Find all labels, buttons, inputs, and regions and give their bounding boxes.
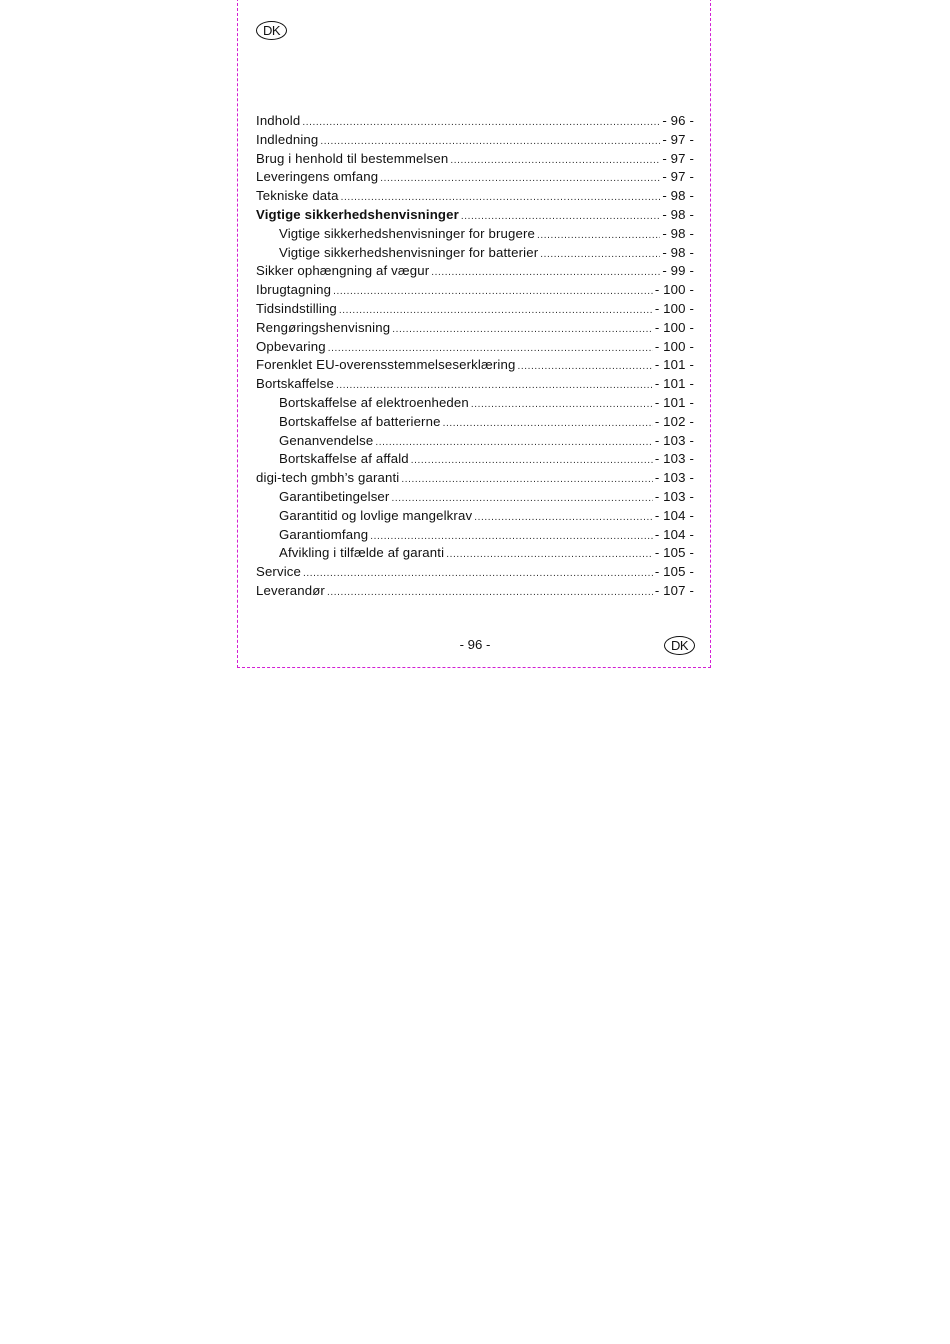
toc-entry[interactable] xyxy=(256,413,694,432)
toc-dot-leader xyxy=(471,396,653,415)
toc-entry-title: Garantibetingelser xyxy=(279,488,390,504)
toc-entry[interactable] xyxy=(256,244,694,263)
toc-entry[interactable] xyxy=(256,300,694,319)
toc-entry-title: Vigtige sikkerhedshenvisninger xyxy=(256,206,459,222)
toc-entry[interactable] xyxy=(256,375,694,394)
toc-entry[interactable] xyxy=(256,544,694,563)
toc-entry[interactable] xyxy=(256,507,694,526)
language-badge-bottom: DK xyxy=(664,636,695,655)
toc-entry-page: - 96 - xyxy=(662,113,694,128)
toc-entry-title: Indledning xyxy=(256,131,319,147)
toc-entry-page: - 101 - xyxy=(654,394,694,410)
toc-entry[interactable] xyxy=(256,225,694,244)
toc-entry-page: - 100 - xyxy=(654,319,694,335)
toc-entry[interactable] xyxy=(256,526,694,545)
toc-entry-page: - 103 - xyxy=(654,488,694,504)
toc-entry[interactable] xyxy=(256,262,694,281)
toc-dot-leader xyxy=(540,246,660,265)
toc-entry[interactable] xyxy=(256,281,694,300)
toc-dot-leader xyxy=(375,434,652,453)
toc-entry-title: Service xyxy=(256,564,302,580)
toc-entry[interactable] xyxy=(256,582,694,601)
toc-entry[interactable] xyxy=(256,432,694,451)
toc-entry-page: - 98 - xyxy=(662,188,694,204)
toc-dot-leader xyxy=(333,283,653,302)
toc-entry-title: Forenklet EU-overensstemmelseserklæring xyxy=(256,357,516,373)
toc-entry-title: Vigtige sikkerhedshenvisninger for brugere xyxy=(279,225,536,241)
toc-dot-leader xyxy=(411,452,653,471)
toc-entry-page: - 100 - xyxy=(654,338,694,354)
toc-entry-page: - 105 - xyxy=(654,564,694,580)
toc-entry-title: Tekniske data xyxy=(256,188,339,204)
toc-dot-leader xyxy=(443,415,653,434)
toc-entry-page: - 98 - xyxy=(662,244,694,260)
toc-entry-page: - 103 - xyxy=(654,470,694,486)
toc-entry[interactable] xyxy=(256,450,694,469)
toc-dot-leader xyxy=(446,546,653,565)
toc-entry-title: Brug i henhold til bestemmelsen xyxy=(256,150,449,166)
toc-dot-leader xyxy=(537,227,660,246)
toc-entry[interactable] xyxy=(256,488,694,507)
toc-entry-title: Bortskaffelse af affald xyxy=(279,451,409,467)
toc-dot-leader xyxy=(474,509,653,528)
toc-entry-title: Garantitid og lovlige mangelkrav xyxy=(279,507,473,523)
toc-entry-title: Bortskaffelse af batterierne xyxy=(279,413,441,429)
toc-dot-leader xyxy=(517,358,652,377)
toc-entry-page: - 100 - xyxy=(654,282,694,298)
toc-entry-title: Afvikling i tilfælde af garanti xyxy=(279,545,445,561)
toc-entry-page: - 97 - xyxy=(662,150,694,166)
page-number: - 96 - xyxy=(459,637,491,652)
toc-entry[interactable] xyxy=(256,469,694,488)
toc-entry-page: - 104 - xyxy=(654,526,694,542)
toc-entry-title: digi-tech gmbh’s garanti xyxy=(256,470,400,486)
table-of-contents xyxy=(256,112,694,601)
toc-entry-page: - 100 - xyxy=(654,300,694,316)
toc-entry-title: Leveringens omfang xyxy=(256,169,379,185)
toc-entry-page: - 98 - xyxy=(662,225,694,241)
toc-entry-page: - 98 - xyxy=(662,206,694,222)
toc-entry[interactable] xyxy=(256,206,694,225)
toc-entry[interactable] xyxy=(256,338,694,357)
toc-dot-leader xyxy=(303,565,653,584)
toc-entry-page: - 104 - xyxy=(654,507,694,523)
toc-dot-leader xyxy=(431,264,660,283)
toc-entry-title: Tidsindstilling xyxy=(256,300,337,316)
toc-dot-leader xyxy=(450,152,660,171)
language-badge-top: DK xyxy=(256,21,287,40)
toc-dot-leader xyxy=(302,114,660,133)
toc-entry[interactable] xyxy=(256,168,694,187)
toc-entry-page: - 102 - xyxy=(654,413,694,429)
toc-entry[interactable] xyxy=(256,563,694,582)
toc-dot-leader xyxy=(380,170,660,189)
toc-entry-title: Indhold xyxy=(256,113,301,128)
toc-entry[interactable] xyxy=(256,319,694,338)
toc-entry-page: - 103 - xyxy=(654,451,694,467)
toc-entry[interactable] xyxy=(256,112,694,131)
toc-entry-title: Ibrugtagning xyxy=(256,282,332,298)
toc-entry-title: Vigtige sikkerhedshenvisninger for batterier xyxy=(279,244,539,260)
toc-entry-page: - 97 - xyxy=(662,169,694,185)
toc-entry-title: Opbevaring xyxy=(256,338,326,354)
toc-entry-page: - 97 - xyxy=(662,131,694,147)
toc-entry-title: Genanvendelse xyxy=(279,432,374,448)
toc-entry-page: - 107 - xyxy=(654,582,694,598)
toc-entry-page: - 101 - xyxy=(654,376,694,392)
toc-entry[interactable] xyxy=(256,187,694,206)
toc-entry[interactable] xyxy=(256,150,694,169)
toc-entry-title: Leverandør xyxy=(256,582,325,598)
toc-entry-page: - 99 - xyxy=(662,263,694,279)
toc-entry[interactable] xyxy=(256,356,694,375)
toc-entry-page: - 103 - xyxy=(654,432,694,448)
toc-entry-page: - 105 - xyxy=(654,545,694,561)
toc-entry[interactable] xyxy=(256,131,694,150)
toc-entry-title: Bortskaffelse af elektroenheden xyxy=(279,394,469,410)
toc-entry-title: Bortskaffelse xyxy=(256,376,334,392)
toc-entry[interactable] xyxy=(256,394,694,413)
toc-entry-title: Rengøringshenvisning xyxy=(256,319,391,335)
toc-dot-leader xyxy=(401,471,652,490)
toc-dot-leader xyxy=(392,321,653,340)
toc-dot-leader xyxy=(327,584,653,603)
document-page xyxy=(237,0,711,668)
toc-entry-page: - 101 - xyxy=(654,357,694,373)
toc-entry-title: Garantiomfang xyxy=(279,526,369,542)
toc-entry-title: Sikker ophængning af vægur xyxy=(256,263,430,279)
